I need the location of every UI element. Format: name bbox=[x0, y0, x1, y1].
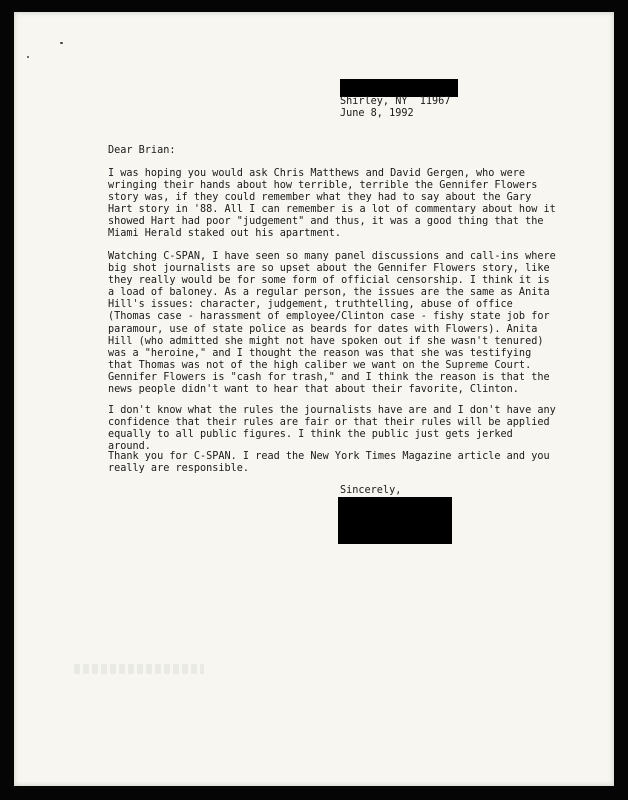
sender-address: Shirley, NY 11967 bbox=[340, 96, 451, 107]
redacted-sender-name bbox=[340, 79, 458, 97]
body-paragraph-3: I don't know what the rules the journalists have are and I don't have any confidence that their rules are fair or that their rules will be applied equally to all public figures. I think the public just gets jerked around. bbox=[108, 405, 556, 453]
closing: Sincerely, bbox=[340, 485, 402, 496]
salutation: Dear Brian: bbox=[108, 145, 176, 156]
letter-date: June 8, 1992 bbox=[340, 108, 414, 119]
faint-bleed-through bbox=[74, 664, 204, 674]
body-paragraph-1: I was hoping you would ask Chris Matthews and David Gergen, who were wringing their hands about how terrible, terrible the Gennifer Flowers story was, if they could remember what they had to say about the Gary Hart story in '88. All I can remember is a lot of commentary about how it showed Hart had poor "judgement" and thus, it was a good thing that the Miami Herald staked out his apartment. bbox=[108, 168, 556, 240]
paper-speck bbox=[60, 42, 63, 44]
redacted-signature bbox=[338, 497, 452, 544]
body-paragraph-2: Watching C-SPAN, I have seen so many panel discussions and call-ins where big shot journalists are so upset about the Gennifer Flowers story, like they really would be for some form of official censorship. I think it is a load of baloney. As a regular person, the issues are the same as Anita Hill's issues: character, judgement, truthtelling, abuse of office (Thomas case - harassment of employee/Clinton case - fishy state job for paramour, use of state police as beards for dates with Flowers). Anita Hill (who admitted she might not have spoken out if she wasn't tenured) was a "heroine," and I thought the reason was that she was testifying that Thomas was not of the high caliber we want on the Supreme Court. Gennifer Flowers is "cash for trash," and I think the reason is that the news people didn't want to hear that about their favorite, Clinton. bbox=[108, 251, 556, 396]
paper-speck bbox=[27, 56, 29, 58]
body-paragraph-4: Thank you for C-SPAN. I read the New York Times Magazine article and you really are responsible. bbox=[108, 451, 550, 475]
